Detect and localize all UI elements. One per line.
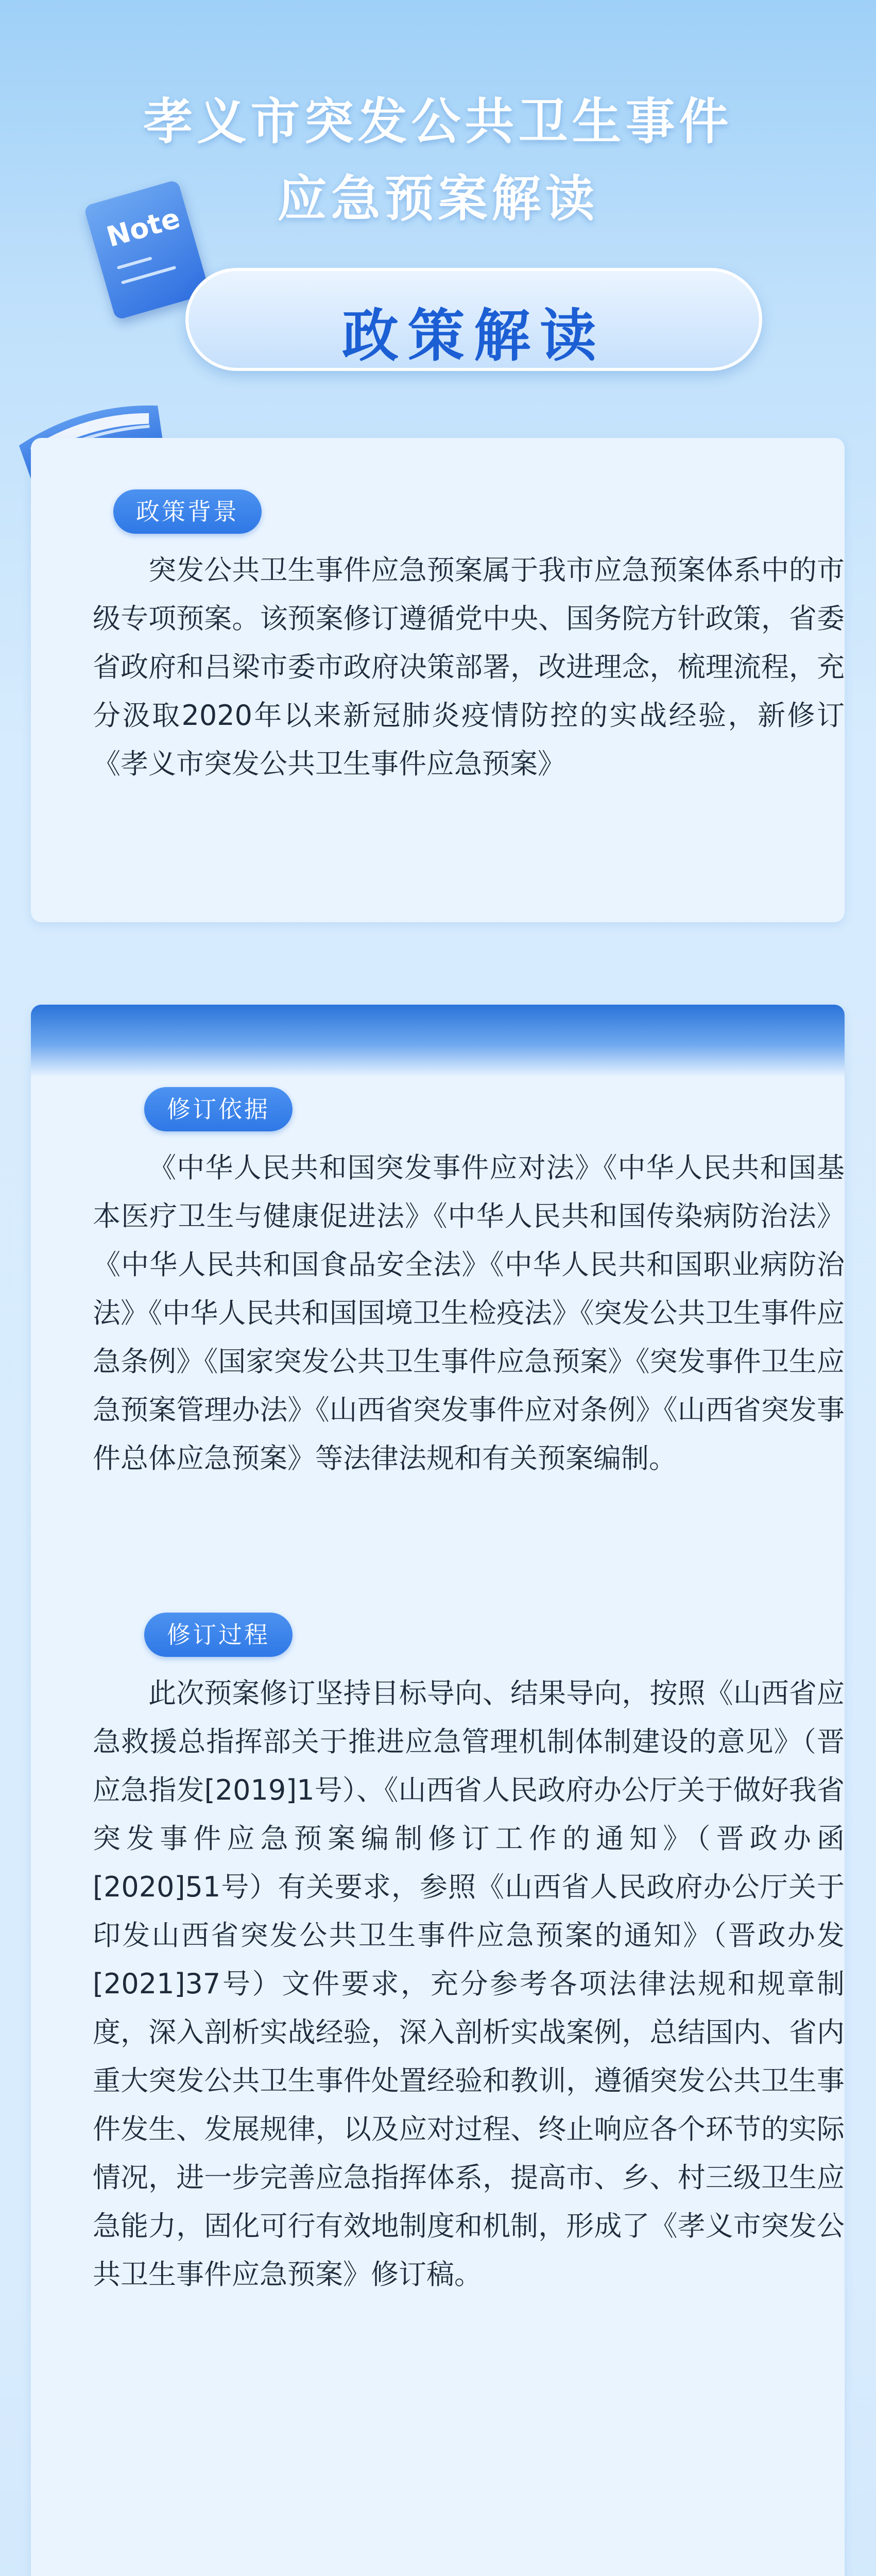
- policy-banner: [185, 268, 762, 371]
- section-heading-basis: 修订依据: [144, 1087, 293, 1131]
- note-line: [121, 266, 176, 284]
- page-header: [0, 0, 876, 407]
- revision-card: [31, 1005, 845, 2576]
- section-heading-process: 修订过程: [144, 1613, 293, 1657]
- banner-title: 政策解读: [342, 303, 606, 369]
- policy-background-card: [31, 438, 845, 922]
- page-title-line-2: 应急预案解读: [277, 170, 599, 228]
- note-label: Note: [102, 201, 184, 253]
- note-line: [117, 257, 152, 269]
- section-heading-background: 政策背景: [113, 489, 262, 534]
- page-title-line-1: 孝义市突发公共卫生事件: [143, 93, 733, 150]
- basis-paragraph: 《中华人民共和国突发事件应对法》《中华人民共和国基本医疗卫生与健康促进法》《中华人民共和国传染病防治法》《中华人民共和国食品安全法》《中华人民共和国职业病防治法》《中华人民共和国国境卫生检疫法》《突发公共卫生事件应急条例》《国家突发公共卫生事件应急预案》《突发事件卫生应急预案管理办法》《山西省突发事件应对条例》《山西省突发事件总体应急预案》等法律法规和有关预案编制。: [93, 1151, 845, 1475]
- card-top-bar: [31, 1005, 845, 1077]
- background-paragraph: 突发公共卫生事件应急预案属于我市应急预案体系中的市级专项预案。该预案修订遵循党中央、国务院方针政策，省委省政府和吕梁市委市政府决策部署，改进理念，梳理流程，充分汲取2020年以来新冠肺炎疫情防控的实战经验，新修订《孝义市突发公共卫生事件应急预案》: [93, 554, 845, 780]
- process-paragraph: 此次预案修订坚持目标导向、结果导向，按照《山西省应急救援总指挥部关于推进应急管理机制体制建设的意见》（晋应急指发[2019]1号）、《山西省人民政府办公厅关于做好我省突发事件应急预案编制修订工作的通知》（晋政办函[2020]51号）有关要求，参照《山西省人民政府办公厅关于印发山西省突发公共卫生事件应急预案的通知》（晋政办发[2021]37号）文件要求，充分参考各项法律法规和规章制度，深入剖析实战经验，深入剖析实战案例，总结国内、省内重大突发公共卫生事件处置经验和教训，遵循突发公共卫生事件发生、发展规律，以及应对过程、终止响应各个环节的实际情况，进一步完善应急指挥体系，提高市、乡、村三级卫生应急能力，固化可行有效地制度和机制，形成了《孝义市突发公共卫生事件应急预案》修订稿。: [93, 1677, 845, 2291]
